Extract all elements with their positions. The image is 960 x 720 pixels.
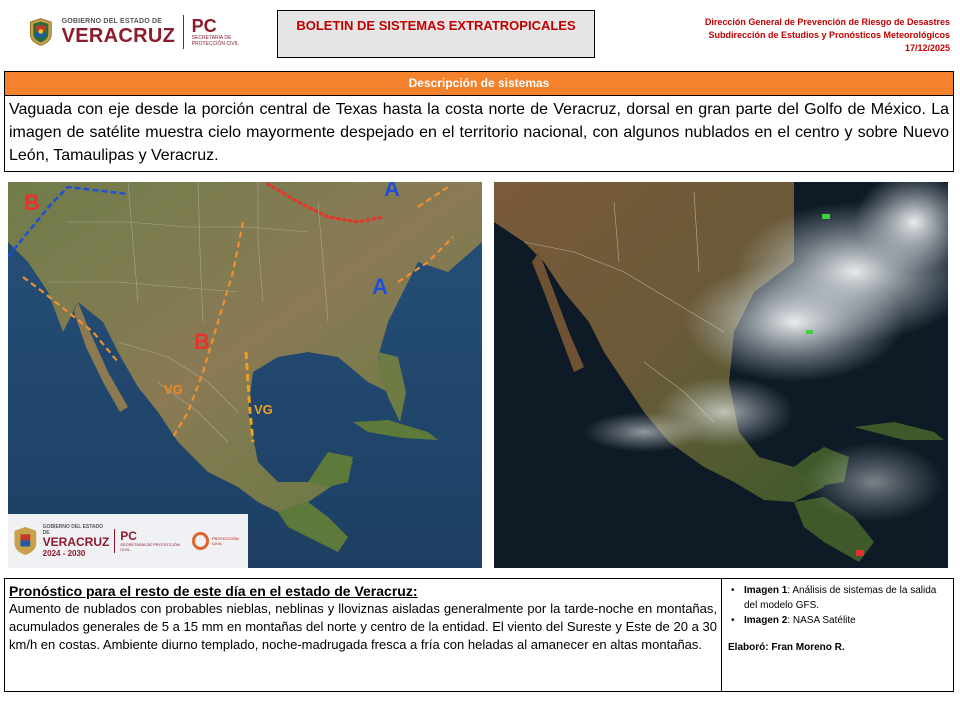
bulletin-title-box xyxy=(277,10,595,58)
trough-label-1: VG xyxy=(164,382,183,397)
pc-logo-text: PC xyxy=(191,16,217,36)
forecast-text: Aumento de nublados con probables nieblas, neblinas y lloviznas aisladas generalmente por la tarde-noche en montañas, acumulados generales de 5 a 15 mm en montañas del norte y centro de la entidad. El viento del Sureste y Este de 20 a 30 km/h en costas. Ambiente diurno templado, noche-madrugada fresca a fría con heladas al amanecer en altas montañas. xyxy=(9,601,717,652)
description-text: Vaguada con eje desde la porción central de Texas hasta la costa norte de Veracruz, dorsal en gran parte del Golfo de México. La imagen de satélite muestra cielo mayormente despejado en el territorio nacional, con algunos nublados en el centro y sobre Nuevo León, Tamaulipas y Veracruz. xyxy=(4,96,954,172)
watermark-pc-right: PROTECCIÓN CIVIL xyxy=(212,536,239,546)
note-image2 xyxy=(728,613,947,628)
author-credit: Elaboró: Fran Moreno R. xyxy=(728,642,845,653)
description-header: Descripción de sistemas xyxy=(4,71,954,96)
image-notes xyxy=(722,578,954,692)
forecast-title xyxy=(9,582,717,600)
note-image1-text: : Análisis de sistemas de la salida del modelo GFS. xyxy=(744,585,937,611)
forecast-title-text: Pronóstico para el resto de este día en el estado de Veracruz xyxy=(9,583,413,599)
trough-label-2: VG xyxy=(254,402,273,417)
forecast-title-colon: : xyxy=(412,583,418,599)
high-pressure-label-north: A xyxy=(384,182,400,201)
header-organization xyxy=(705,16,950,55)
satellite-image xyxy=(494,182,948,568)
high-pressure-label-east: A xyxy=(372,274,388,299)
gov-line1: GOBIERNO DEL ESTADO DE xyxy=(61,17,163,25)
org-line1: Dirección General de Prevención de Riesgo de Desastres xyxy=(704,17,950,27)
watermark-line1: GOBIERNO DEL ESTADO DE xyxy=(42,524,104,536)
synoptic-analysis-map xyxy=(8,182,482,568)
watermark-divider xyxy=(114,529,115,553)
government-logo xyxy=(28,6,243,58)
gov-state-name: VERACRUZ xyxy=(61,24,176,47)
logo-divider xyxy=(183,15,184,49)
pc-logo-subtitle: SECRETARÍA DE PROTECCIÓN CIVIL xyxy=(191,35,239,47)
low-pressure-label: B xyxy=(194,329,210,354)
bulletin-date: 17/12/2025 xyxy=(904,43,950,53)
watermark-pc-sub: SECRETARÍA DE PROTECCIÓN CIVIL xyxy=(120,542,180,552)
note-image2-text: : NASA Satélite xyxy=(787,615,856,626)
watermark-period: 2024 - 2030 xyxy=(42,549,86,558)
map-watermark-logo xyxy=(8,514,248,568)
civil-protection-icon xyxy=(192,532,209,550)
bulletin-title: BOLETIN DE SISTEMAS EXTRATROPICALES xyxy=(296,18,576,33)
note-image1-label: Imagen 1 xyxy=(744,585,788,596)
veracruz-seal-icon xyxy=(12,521,39,561)
note-image2-label: Imagen 2 xyxy=(744,615,788,626)
watermark-pc: PC xyxy=(120,529,137,543)
org-line2: Subdirección de Estudios y Pronósticos Meteorológicos xyxy=(708,30,950,40)
low-pressure-label-west: B xyxy=(24,190,40,215)
note-image1 xyxy=(728,583,947,613)
forecast-box xyxy=(4,578,722,692)
watermark-state: VERACRUZ xyxy=(42,535,110,549)
veracruz-seal-icon xyxy=(28,7,54,57)
